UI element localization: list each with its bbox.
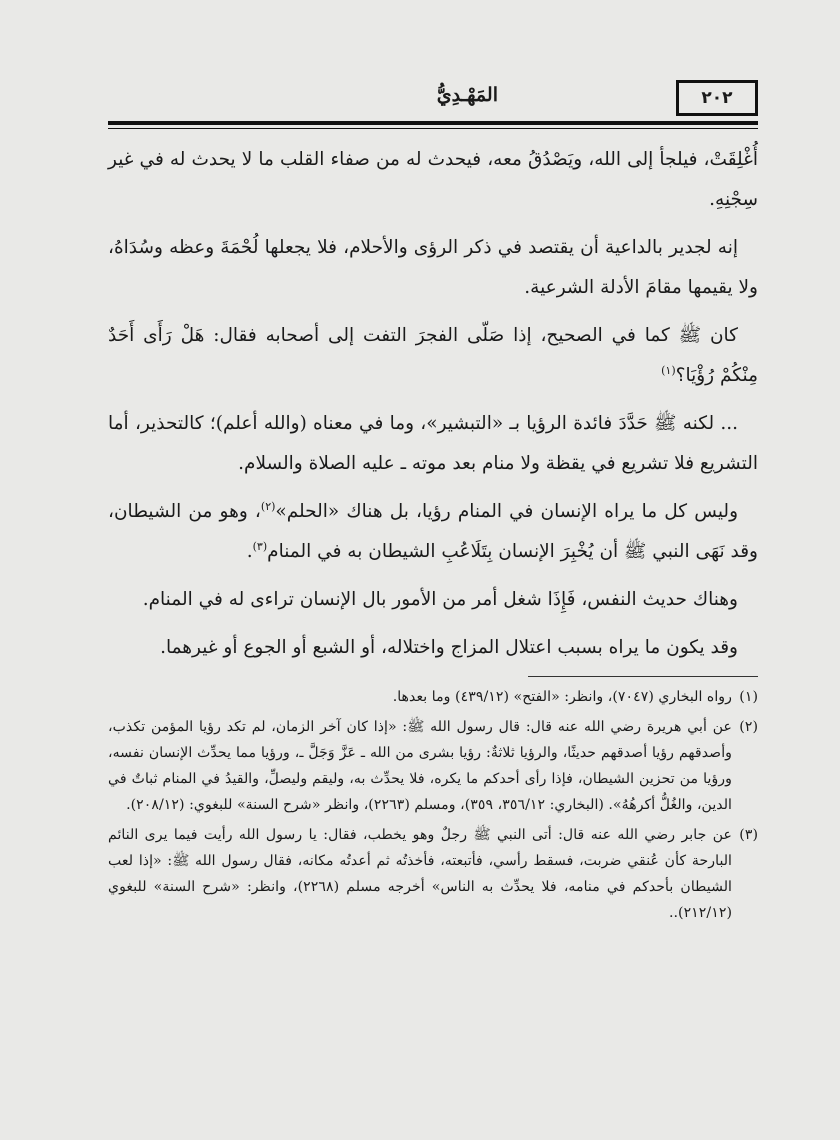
paragraph-1: أُغْلِقَتْ، فيلجأ إلى الله، ويَصْدُقُ معه، فيحدث له من صفاء القلب ما لا يحدث له في غير سِجْنِهِ. [108, 149, 758, 210]
paragraph-3-text: كان ﷺ كما في الصحيح، إذا صَلّى الفجرَ التفت إلى أصحابه فقال: هَلْ رَأَى أَحَدٌ مِنْكُمْ رُؤْيَا؟ [108, 325, 758, 386]
footnote-ref-3[interactable]: (٣) [252, 539, 268, 553]
running-title: المَهْـدِيُّ [436, 84, 498, 106]
footnotes [108, 684, 758, 930]
paragraph-2: إنه لجدير بالداعية أن يقتصد في ذكر الرؤى والأحلام، فلا يجعلها لُحْمَةَ وعظه وسُدَاهُ، ولا يقيمها مقامَ الأدلة الشرعية. [108, 237, 758, 298]
footnote-number: (٢) [739, 719, 758, 735]
paragraph-6: وهناك حديث النفس، فَإِذَا شغل أمر من الأمور بال الإنسان تراءى له في المنام. [142, 589, 738, 610]
footnote-3 [108, 822, 758, 926]
footnote-number: (١) [739, 689, 758, 705]
footnote-separator [528, 676, 758, 677]
paragraph-7: وقد يكون ما يراه بسبب اعتلال المزاج واختلاله، أو الشبع أو الجوع أو غيرهما. [160, 637, 738, 658]
footnote-ref-2[interactable]: (٢) [260, 499, 276, 513]
paragraph-5 [108, 492, 758, 572]
paragraph-3 [108, 316, 758, 396]
main-text [108, 140, 758, 676]
paragraph-5-text-a: وليس كل ما يراه الإنسان في المنام رؤيا، بل هناك «الحلم» [275, 501, 738, 522]
paragraph-5-text-b: ، وهو من الشيطان، وقد نَهَى النبي ﷺ أن يُخْبِرَ الإنسان بِتَلَاعُبِ الشيطان به في المنام [108, 501, 758, 562]
footnote-text: عن أبي هريرة رضي الله عنه قال: قال رسول الله ﷺ: «إذا كان آخر الزمان، لم تكد رؤيا المؤمن تكذب، وأصدقهم رؤيا أصدقهم حديثًا، والرؤيا ثلاثةٌ: رؤيا بشرى من الله ـ عَزَّ وَجَلَّ ـ، ورؤيا مما يحدِّث الإنسان نفسه، ورؤيا من تحزين الشيطان، فإذا رأى أحدكم ما يكره، فلا يحدِّث به، وليقم وليصلِّ، والقيدُ في المنام ثباتٌ في الدين، والغُلُّ أكرهُهُ». (البخاري: ٣٥٦/١٢، ٣٥٩)، ومسلم (٢٢٦٣)، وانظر «شرح السنة» للبغوي: (٢٠٨/١٢). [108, 719, 732, 813]
header-rule-thick [108, 121, 758, 125]
page-header [108, 74, 758, 122]
paragraph-4: ... لكنه ﷺ حَدَّدَ فائدة الرؤيا بـ «التبشير»، وما في معناه (والله أعلم)؛ كالتحذير، أما التشريع فلا تشريع في يقظة ولا منام بعد موته ـ عليه الصلاة والسلام. [108, 413, 758, 474]
footnote-text: عن جابر رضي الله عنه قال: أتى النبي ﷺ رجلٌ وهو يخطب، فقال: يا رسول الله رأيت فيما يرى النائم البارحة كأن عُنقي ضربت، فسقط رأسي، فأتبعته، فأخذتُه ثم أعدتُه مكانه، فقال رسول الله ﷺ: «إذا لعب الشيطان بأحدكم في منامه، فلا يحدِّث به الناس» أخرجه مسلم (٢٢٦٨)، وانظر: «شرح السنة» للبغوي (٢١٢/١٢).. [108, 827, 732, 921]
footnote-1 [108, 684, 758, 710]
footnote-text: رواه البخاري (٧٠٤٧)، وانظر: «الفتح» (٤٣٩/١٢) وما بعدها. [392, 689, 732, 705]
page-number-box [676, 80, 758, 116]
page-number: ٢٠٢ [701, 88, 733, 108]
footnote-ref-1[interactable]: (١) [661, 363, 676, 377]
footnote-number: (٣) [739, 827, 758, 843]
header-rule-thin [108, 128, 758, 129]
footnote-2 [108, 714, 758, 818]
paragraph-5-text-c: . [246, 541, 253, 562]
